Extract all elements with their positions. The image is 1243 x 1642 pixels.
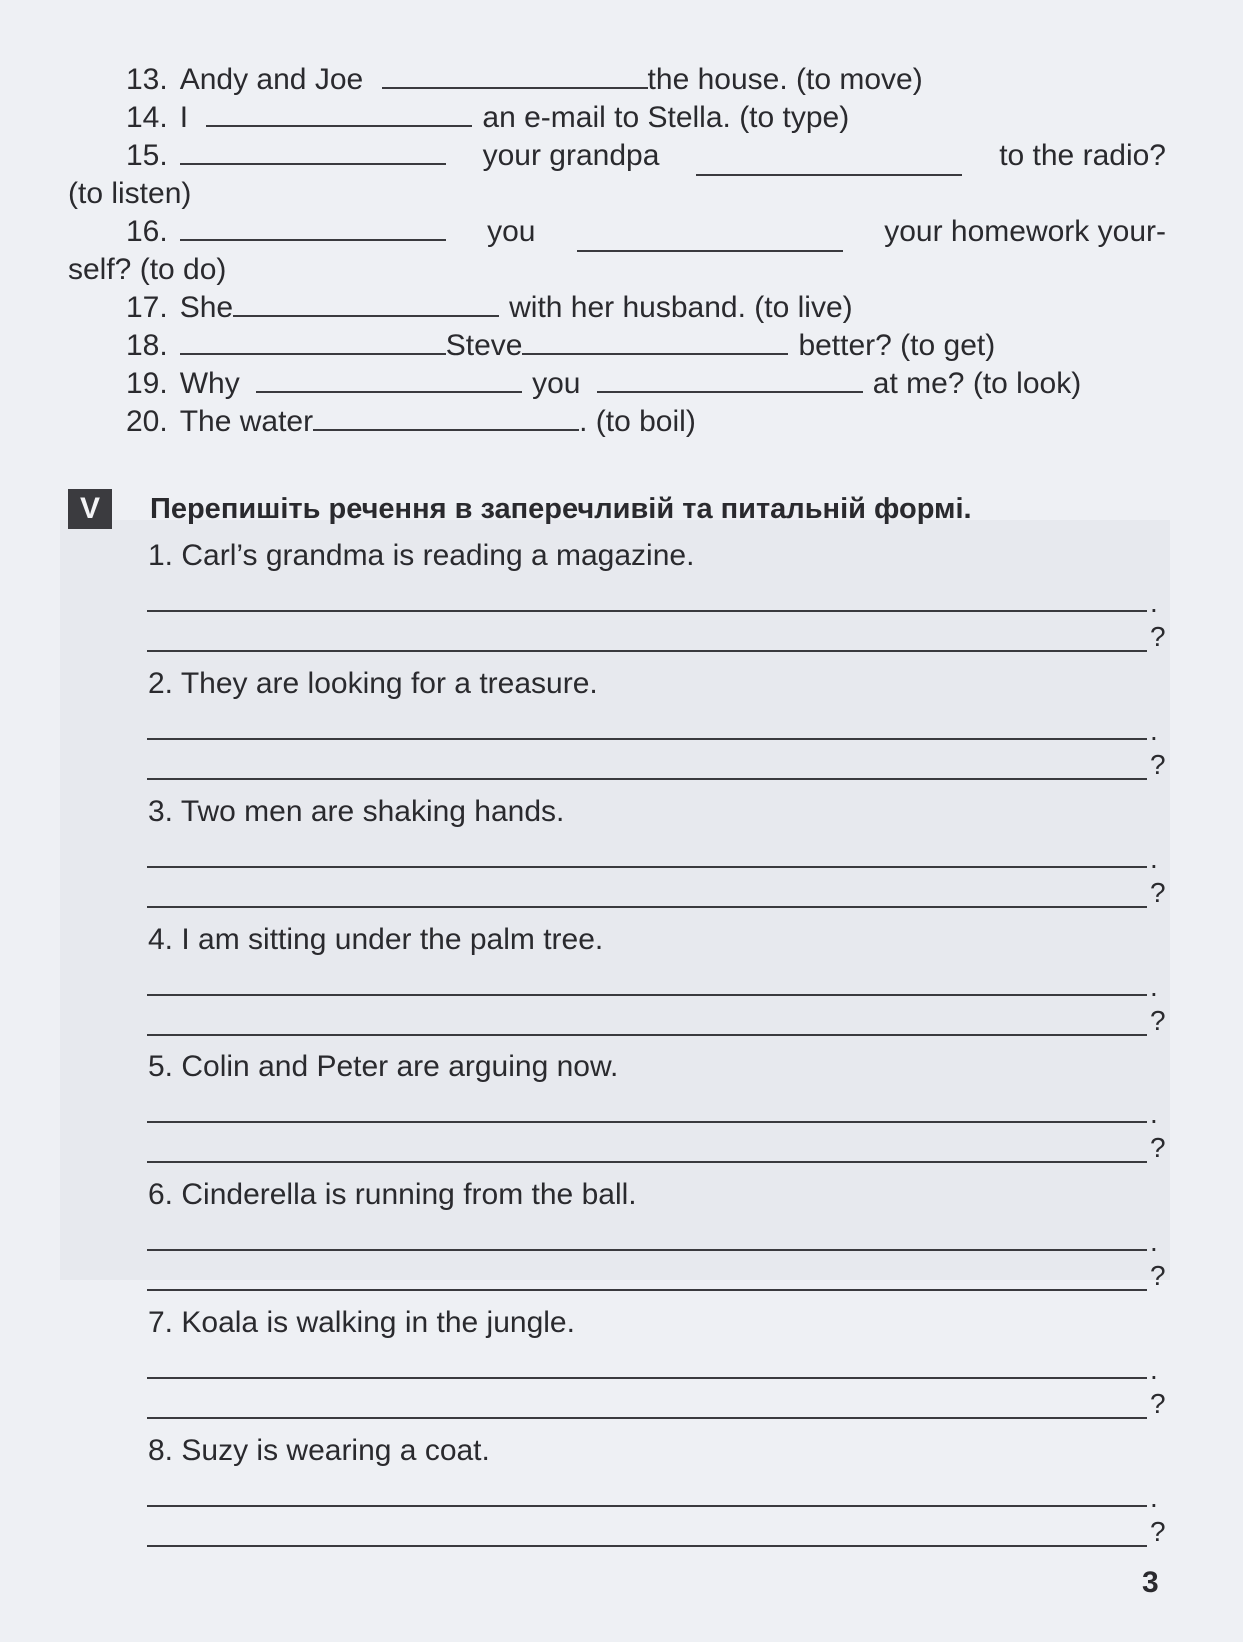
task-title: Перепишіть речення в заперечливій та питальній формі.	[150, 493, 972, 525]
item-number: 6.	[148, 1178, 174, 1211]
item-text: Steve	[445, 329, 523, 362]
question-answer-line[interactable]	[147, 1417, 1147, 1419]
negative-end-mark: .	[1150, 971, 1158, 1002]
question-answer-line[interactable]	[147, 1161, 1147, 1163]
item-number: 20.	[126, 405, 168, 438]
item-number: 16.	[126, 215, 168, 248]
item-text: at me? (to look)	[872, 367, 1082, 400]
answer-blank[interactable]	[382, 61, 648, 89]
item-text: Carl’s grandma is reading a magazine.	[181, 539, 695, 572]
answer-blank[interactable]	[180, 137, 446, 165]
question-answer-line[interactable]	[147, 1545, 1147, 1547]
item-number: 13.	[126, 63, 168, 96]
item-text: better? (to get)	[798, 329, 996, 362]
item-text: . (to boil)	[579, 405, 696, 438]
answer-blank[interactable]	[522, 327, 788, 355]
answer-blank[interactable]	[696, 148, 962, 176]
negative-end-mark: .	[1150, 1354, 1158, 1385]
question-answer-line[interactable]	[147, 650, 1147, 652]
answer-blank[interactable]	[206, 99, 472, 127]
item-text: I	[179, 101, 189, 134]
question-answer-line[interactable]	[147, 1289, 1147, 1291]
answer-blank[interactable]	[577, 224, 843, 252]
item-text: The water	[179, 405, 314, 438]
item-number: 5.	[148, 1050, 174, 1083]
question-end-mark: ?	[1150, 1005, 1166, 1036]
exercise-item-16	[68, 212, 1166, 252]
answer-blank[interactable]	[256, 365, 522, 393]
question-end-mark: ?	[1150, 1388, 1166, 1419]
item-number: 15.	[126, 139, 168, 172]
negative-answer-line[interactable]	[147, 1121, 1147, 1123]
item-text: Two men are shaking hands.	[180, 795, 565, 828]
exercise-item-14	[68, 98, 1166, 138]
task-item-4	[148, 920, 603, 960]
item-number: 3.	[148, 795, 174, 828]
negative-answer-line[interactable]	[147, 1249, 1147, 1251]
item-number: 8.	[148, 1434, 174, 1467]
task-item-2	[148, 664, 598, 704]
exercise-item-15-continued	[68, 174, 1166, 214]
negative-answer-line[interactable]	[147, 1377, 1147, 1379]
item-number: 17.	[126, 291, 168, 324]
answer-blank[interactable]	[597, 365, 863, 393]
page-number: 3	[1142, 1566, 1159, 1599]
task-item-5	[148, 1047, 618, 1087]
item-text: you	[532, 367, 581, 400]
item-number: 7.	[148, 1306, 174, 1339]
question-end-mark: ?	[1150, 1132, 1166, 1163]
task-item-6	[148, 1175, 637, 1215]
negative-end-mark: .	[1150, 715, 1158, 746]
item-text: She	[179, 291, 234, 324]
item-text: the house. (to move)	[647, 63, 923, 96]
item-text: with her husband. (to live)	[509, 291, 853, 324]
item-text: Andy and Joe	[179, 63, 364, 96]
exercise-item-16-continued	[68, 250, 1166, 290]
negative-answer-line[interactable]	[147, 1505, 1147, 1507]
negative-end-mark: .	[1150, 1226, 1158, 1257]
item-number: 2.	[148, 667, 174, 700]
negative-answer-line[interactable]	[147, 866, 1147, 868]
item-text: Why	[179, 367, 240, 400]
negative-end-mark: .	[1150, 1482, 1158, 1513]
item-number: 14.	[126, 101, 168, 134]
item-text: (to listen)	[68, 177, 192, 210]
negative-end-mark: .	[1150, 587, 1158, 618]
question-answer-line[interactable]	[147, 906, 1147, 908]
question-answer-line[interactable]	[147, 1034, 1147, 1036]
exercise-item-19	[68, 364, 1166, 404]
item-text: you	[487, 215, 536, 248]
negative-end-mark: .	[1150, 1098, 1158, 1129]
negative-answer-line[interactable]	[147, 738, 1147, 740]
item-text: Koala is walking in the jungle.	[181, 1306, 575, 1339]
task-item-1	[148, 536, 694, 576]
negative-end-mark: .	[1150, 843, 1158, 874]
question-end-mark: ?	[1150, 877, 1166, 908]
question-end-mark: ?	[1150, 749, 1166, 780]
background-show-through	[60, 520, 1170, 1280]
task-badge: V	[68, 489, 112, 529]
item-text: an e-mail to Stella. (to type)	[482, 101, 850, 134]
answer-blank[interactable]	[180, 213, 446, 241]
negative-answer-line[interactable]	[147, 610, 1147, 612]
item-number: 4.	[148, 923, 174, 956]
exercise-item-17	[68, 288, 1166, 328]
answer-blank[interactable]	[313, 403, 579, 431]
item-text: your homework your-	[884, 215, 1166, 248]
question-end-mark: ?	[1150, 621, 1166, 652]
task-item-8	[148, 1431, 490, 1471]
item-text: to the radio?	[999, 139, 1166, 172]
exercise-item-20	[68, 402, 1166, 442]
item-text: your grandpa	[482, 139, 660, 172]
answer-blank[interactable]	[180, 327, 446, 355]
item-text: self? (to do)	[68, 253, 227, 286]
item-text: They are looking for a treasure.	[180, 667, 598, 700]
item-number: 19.	[126, 367, 168, 400]
question-end-mark: ?	[1150, 1260, 1166, 1291]
question-end-mark: ?	[1150, 1516, 1166, 1547]
item-text: Colin and Peter are arguing now.	[181, 1050, 619, 1083]
item-number: 18.	[126, 329, 168, 362]
exercise-item-13	[68, 60, 1166, 100]
negative-answer-line[interactable]	[147, 994, 1147, 996]
item-number: 1.	[148, 539, 174, 572]
task-item-7	[148, 1303, 575, 1343]
task-item-3	[148, 792, 564, 832]
item-text: Cinderella is running from the ball.	[181, 1178, 637, 1211]
exercise-item-15	[68, 136, 1166, 176]
question-answer-line[interactable]	[147, 778, 1147, 780]
answer-blank[interactable]	[233, 289, 499, 317]
item-text: I am sitting under the palm tree.	[181, 923, 604, 956]
item-text: Suzy is wearing a coat.	[181, 1434, 490, 1467]
exercise-item-18	[68, 326, 1166, 366]
